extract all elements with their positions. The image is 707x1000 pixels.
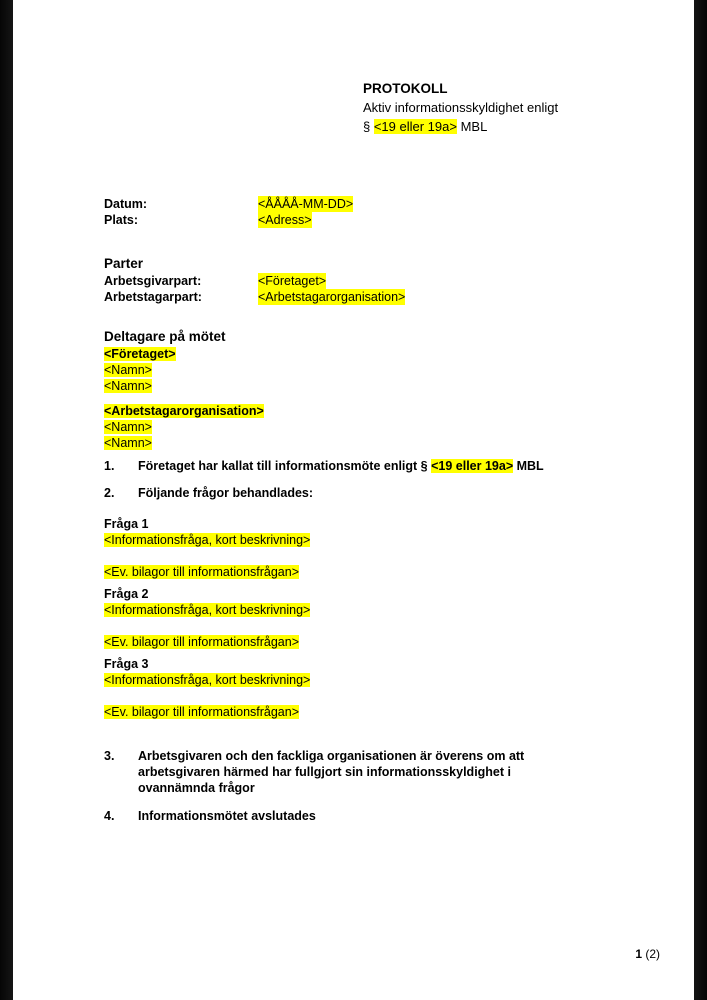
participant-name-label: <Namn> — [104, 420, 152, 434]
item-number: 4. — [104, 809, 115, 823]
participant-name-label: <Namn> — [104, 363, 152, 377]
question-description — [104, 602, 310, 618]
place-row — [104, 212, 353, 228]
employer-label: Arbetsgivarpart: — [104, 274, 202, 288]
place-value: <Adress> — [258, 213, 312, 227]
page-number — [104, 946, 660, 962]
question-description-text: <Informationsfråga, kort beskrivning> — [104, 673, 311, 687]
item-text: Följande frågor behandlades: — [138, 486, 314, 500]
participant-name-label: <Namn> — [104, 436, 152, 450]
participants-section — [104, 327, 264, 451]
employee-row — [104, 289, 405, 305]
parties-section — [104, 254, 405, 305]
place-label: Plats: — [104, 213, 139, 227]
numbered-item-2 — [104, 485, 578, 501]
participant-name — [104, 435, 264, 451]
participant-name-label: <Namn> — [104, 379, 152, 393]
item1-pre: Företaget har kallat till informationsmöte enligt § — [138, 459, 432, 473]
item1-law-placeholder: <19 eller 19a> — [431, 459, 514, 473]
participant-org-label: <Arbetstagarorganisation> — [104, 404, 264, 418]
document-header — [363, 79, 558, 136]
item-text: Informationsmötet avslutades — [138, 809, 316, 823]
participant-name — [104, 362, 264, 378]
numbered-item-1 — [104, 458, 578, 474]
question-attachments — [104, 704, 310, 720]
question-attachments-text: <Ev. bilagor till informationsfrågan> — [104, 705, 300, 719]
question-description — [104, 672, 310, 688]
question-attachments — [104, 564, 310, 580]
question-heading: Fråga 3 — [104, 657, 149, 671]
law-reference-line — [363, 117, 558, 136]
document-title: PROTOKOLL — [363, 81, 448, 96]
question-block-3 — [104, 656, 310, 720]
item-text: Arbetsgivaren och den fackliga organisationen är överens om att arbetsgivaren härmed har fullgjort sin informationsskyldighet i ovannämnda frågor — [138, 749, 525, 795]
page-number-total: (2) — [642, 947, 660, 961]
law-prefix: § — [363, 119, 374, 134]
question-heading: Fråga 2 — [104, 587, 149, 601]
participant-org — [104, 346, 264, 362]
item-number: 1. — [104, 459, 115, 473]
numbered-item-4 — [104, 808, 578, 824]
page-number-current: 1 — [635, 947, 642, 961]
question-description-text: <Informationsfråga, kort beskrivning> — [104, 603, 311, 617]
employer-row — [104, 273, 405, 289]
participants-heading: Deltagare på mötet — [104, 329, 226, 344]
parties-heading: Parter — [104, 256, 144, 271]
employee-value: <Arbetstagarorganisation> — [258, 290, 406, 304]
item-text — [138, 458, 578, 474]
question-description — [104, 532, 310, 548]
question-attachments — [104, 634, 310, 650]
right-edge-bar — [694, 0, 707, 1000]
spacer — [104, 618, 310, 634]
question-attachments-text: <Ev. bilagor till informationsfrågan> — [104, 635, 300, 649]
participant-group-union — [104, 403, 264, 451]
date-row — [104, 196, 353, 212]
numbered-item-3 — [104, 748, 578, 796]
employee-label: Arbetstagarpart: — [104, 290, 202, 304]
law-placeholder: <19 eller 19a> — [373, 119, 457, 134]
questions-list — [104, 516, 310, 726]
spacer — [104, 688, 310, 704]
item1-post: MBL — [513, 459, 544, 473]
date-label: Datum: — [104, 197, 148, 211]
participant-name — [104, 378, 264, 394]
question-heading: Fråga 1 — [104, 517, 149, 531]
date-value: <ÅÅÅÅ-MM-DD> — [258, 197, 354, 211]
participant-group-employer — [104, 346, 264, 394]
law-suffix: MBL — [456, 119, 488, 134]
item-number: 3. — [104, 749, 115, 763]
spacer — [104, 548, 310, 564]
meta-block — [104, 196, 353, 228]
question-block-2 — [104, 586, 310, 650]
participant-org-label: <Företaget> — [104, 347, 176, 361]
question-attachments-text: <Ev. bilagor till informationsfrågan> — [104, 565, 300, 579]
question-block-1 — [104, 516, 310, 580]
item-number: 2. — [104, 486, 115, 500]
employer-value: <Företaget> — [258, 274, 327, 288]
document-subtitle: Aktiv informationsskyldighet enligt — [363, 100, 559, 115]
participant-name — [104, 419, 264, 435]
left-edge-bar — [0, 0, 13, 1000]
participant-org — [104, 403, 264, 419]
question-description-text: <Informationsfråga, kort beskrivning> — [104, 533, 311, 547]
